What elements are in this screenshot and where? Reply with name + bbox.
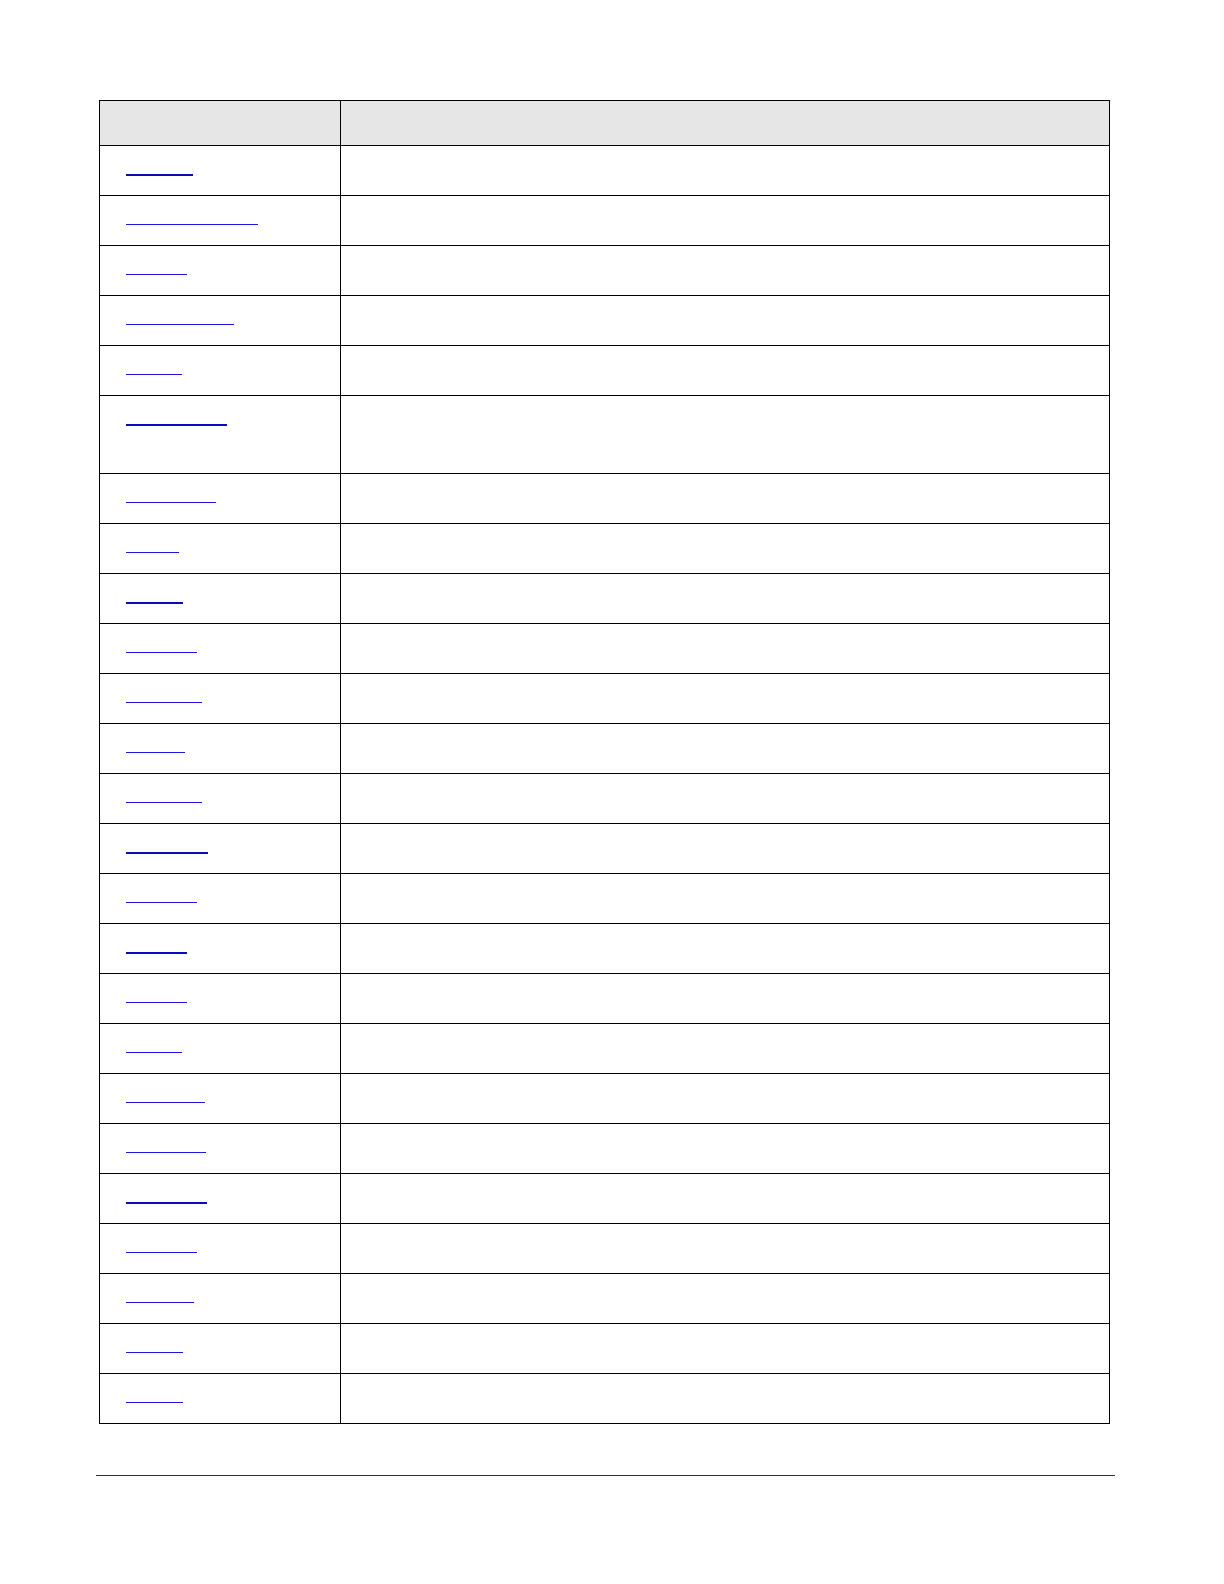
description-cell (341, 1124, 1110, 1174)
description-cell (341, 474, 1110, 524)
link-cell (100, 1074, 341, 1124)
description-cell (341, 1374, 1110, 1424)
description-cell (341, 674, 1110, 724)
table-row (100, 1324, 1110, 1374)
link-cell (100, 724, 341, 774)
link-cell (100, 396, 341, 474)
table-row (100, 1074, 1110, 1124)
link-cell (100, 346, 341, 396)
link-cell (100, 774, 341, 824)
row-link[interactable] (126, 652, 197, 653)
description-cell (341, 196, 1110, 246)
row-link[interactable] (126, 1252, 197, 1253)
row-link[interactable] (126, 1202, 207, 1204)
description-cell (341, 1224, 1110, 1274)
link-cell (100, 1024, 341, 1074)
link-cell (100, 196, 341, 246)
row-link[interactable] (126, 1352, 183, 1353)
description-cell (341, 296, 1110, 346)
table-row (100, 674, 1110, 724)
description-cell (341, 724, 1110, 774)
table-row (100, 1224, 1110, 1274)
link-cell (100, 1224, 341, 1274)
description-cell (341, 924, 1110, 974)
row-link[interactable] (126, 702, 202, 703)
table-row (100, 196, 1110, 246)
row-link[interactable] (126, 1002, 187, 1003)
table-row (100, 1274, 1110, 1324)
table-row (100, 1124, 1110, 1174)
table-body (100, 146, 1110, 1424)
row-link[interactable] (126, 274, 187, 275)
reference-table (99, 100, 1110, 1424)
header-cell-name (100, 101, 341, 146)
table-row (100, 624, 1110, 674)
table-row (100, 1374, 1110, 1424)
description-cell (341, 974, 1110, 1024)
description-cell (341, 524, 1110, 574)
link-cell (100, 1174, 341, 1224)
row-link[interactable] (126, 374, 182, 375)
row-link[interactable] (126, 902, 197, 903)
link-cell (100, 824, 341, 874)
table-row (100, 474, 1110, 524)
link-cell (100, 1374, 341, 1424)
description-cell (341, 346, 1110, 396)
row-link[interactable] (126, 752, 185, 753)
table-row (100, 774, 1110, 824)
link-cell (100, 474, 341, 524)
description-cell (341, 146, 1110, 196)
table-row (100, 396, 1110, 474)
table-row (100, 346, 1110, 396)
row-link[interactable] (126, 852, 208, 854)
row-link[interactable] (126, 224, 258, 225)
table-row (100, 724, 1110, 774)
description-cell (341, 396, 1110, 474)
table-row (100, 974, 1110, 1024)
link-cell (100, 246, 341, 296)
description-cell (341, 1024, 1110, 1074)
link-cell (100, 1124, 341, 1174)
link-cell (100, 524, 341, 574)
row-link[interactable] (126, 324, 234, 325)
row-link[interactable] (126, 1102, 205, 1103)
description-cell (341, 1074, 1110, 1124)
row-link[interactable] (126, 602, 183, 604)
row-link[interactable] (126, 952, 187, 954)
row-link[interactable] (126, 1052, 182, 1053)
link-cell (100, 624, 341, 674)
table-row (100, 296, 1110, 346)
header-cell-description (341, 101, 1110, 146)
row-link[interactable] (126, 1402, 183, 1403)
table-row (100, 1024, 1110, 1074)
table-row (100, 924, 1110, 974)
row-link[interactable] (126, 1302, 194, 1303)
description-cell (341, 874, 1110, 924)
table-row (100, 574, 1110, 624)
description-cell (341, 774, 1110, 824)
row-link[interactable] (126, 424, 227, 426)
description-cell (341, 574, 1110, 624)
description-cell (341, 1174, 1110, 1224)
description-cell (341, 1274, 1110, 1324)
table-header-row (100, 101, 1110, 146)
table-row (100, 246, 1110, 296)
row-link[interactable] (126, 174, 193, 176)
footer-divider (96, 1475, 1115, 1476)
link-cell (100, 1324, 341, 1374)
link-cell (100, 874, 341, 924)
table-row (100, 874, 1110, 924)
table-row (100, 1174, 1110, 1224)
description-cell (341, 624, 1110, 674)
link-cell (100, 974, 341, 1024)
row-link[interactable] (126, 802, 202, 803)
table-row (100, 146, 1110, 196)
link-cell (100, 574, 341, 624)
table-row (100, 824, 1110, 874)
description-cell (341, 1324, 1110, 1374)
link-cell (100, 296, 341, 346)
row-link[interactable] (126, 502, 216, 503)
link-cell (100, 1274, 341, 1324)
link-cell (100, 146, 341, 196)
link-cell (100, 924, 341, 974)
row-link[interactable] (126, 1152, 206, 1153)
link-cell (100, 674, 341, 724)
description-cell (341, 824, 1110, 874)
row-link[interactable] (126, 552, 179, 553)
table-row (100, 524, 1110, 574)
description-cell (341, 246, 1110, 296)
